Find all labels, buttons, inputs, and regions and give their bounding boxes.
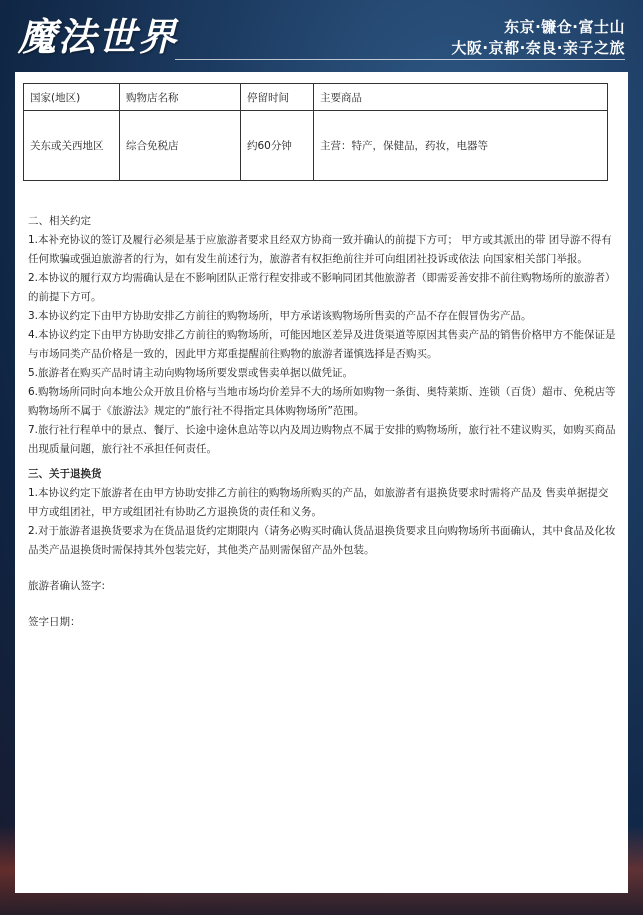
returns-item: 2.对于旅游者退换货要求为在货品退货约定期限内（请务必购买时确认货品退换货要求且向购物场所书面确认，其中食品及化妆品类产品退换货时需保持其外包装完好，其他类产品则需保留产品外包装。 bbox=[28, 525, 616, 556]
table-header-row bbox=[24, 84, 608, 111]
agreement-item: 2.本协议的履行双方均需确认是在不影响团队正常行程安排或不影响同团其他旅游者（即需妥善安排不前往购物场所的旅游者）的前提下方可。 bbox=[28, 272, 616, 303]
agreement-item: 6.购物场所同时向本地公众开放且价格与当地市场均价差异不大的场所如购物一条街、奥特莱斯、连锁（百货）超市、免税店等购物场所不属于《旅游法》规定的“旅行社不得指定具体购物场所”范围。 bbox=[28, 386, 616, 417]
page-header bbox=[0, 0, 643, 72]
section-title-agreement: 二、相关约定 bbox=[28, 215, 91, 227]
header-divider bbox=[175, 59, 625, 60]
cell-shop-name: 综合免税店 bbox=[120, 111, 241, 181]
cell-stay-time: 约60分钟 bbox=[241, 111, 314, 181]
table-row bbox=[24, 111, 608, 181]
header-cell-stay-time: 停留时间 bbox=[241, 84, 314, 111]
header-cell-country: 国家(地区) bbox=[24, 84, 120, 111]
agreement-item: 4.本协议约定下由甲方协助安排乙方前往的购物场所，可能因地区差异及进货渠道等原因其售卖产品的销售价格甲方不能保证是与市场同类产品价格是一致的，因此甲方郑重提醒前往购物的旅游者谨慎选择是否购买。 bbox=[28, 329, 616, 360]
agreement-item: 7.旅行社行程单中的景点、餐厅、长途中途休息站等以内及周边购物点不属于安排的购物场所，旅行社不建议购买，如购买商品出现质量问题，旅行社不承担任何责任。 bbox=[28, 424, 616, 455]
agreement-content bbox=[28, 212, 616, 632]
shopping-table bbox=[23, 83, 608, 181]
cell-country: 关东或关西地区 bbox=[24, 111, 120, 181]
tourist-signature-label: 旅游者确认签字: bbox=[28, 580, 106, 592]
route-title-line2: 大阪·京都·奈良·亲子之旅 bbox=[451, 39, 625, 57]
route-title-line1: 东京·镰仓·富士山 bbox=[504, 18, 625, 36]
agreement-item: 3.本协议约定下由甲方协助安排乙方前往的购物场所，甲方承诺该购物场所售卖的产品不存在假冒伪劣产品。 bbox=[28, 310, 532, 322]
document-page bbox=[15, 72, 628, 893]
header-cell-main-goods: 主要商品 bbox=[314, 84, 608, 111]
sign-date-label: 签字日期： bbox=[28, 616, 81, 628]
agreement-item: 5.旅游者在购买产品时请主动向购物场所要发票或售卖单据以做凭证。 bbox=[28, 367, 354, 379]
cell-main-goods: 主营：特产，保健品，药妆，电器等 bbox=[314, 111, 608, 181]
header-cell-shop-name: 购物店名称 bbox=[120, 84, 241, 111]
section-title-returns: 三、关于退换货 bbox=[28, 468, 102, 480]
returns-item: 1.本协议约定下旅游者在由甲方协助安排乙方前往的购物场所购买的产品，如旅游者有退换货要求时需将产品及 售卖单据提交甲方或组团社，甲方或组团社有协助乙方退换货的责任和义务。 bbox=[28, 487, 609, 518]
brand-logo: 魔法世界 bbox=[18, 14, 179, 59]
agreement-item: 1.本补充协议的签订及履行必须是基于应旅游者要求且经双方协商一致并确认的前提下方可； 甲方或其派出的带 团导游不得有任何欺骗或强迫旅游者的行为，如有发生前述行为，旅游者有权拒绝前往并可向组团社投诉或依法 向国家相关部门举报。 bbox=[28, 234, 612, 265]
